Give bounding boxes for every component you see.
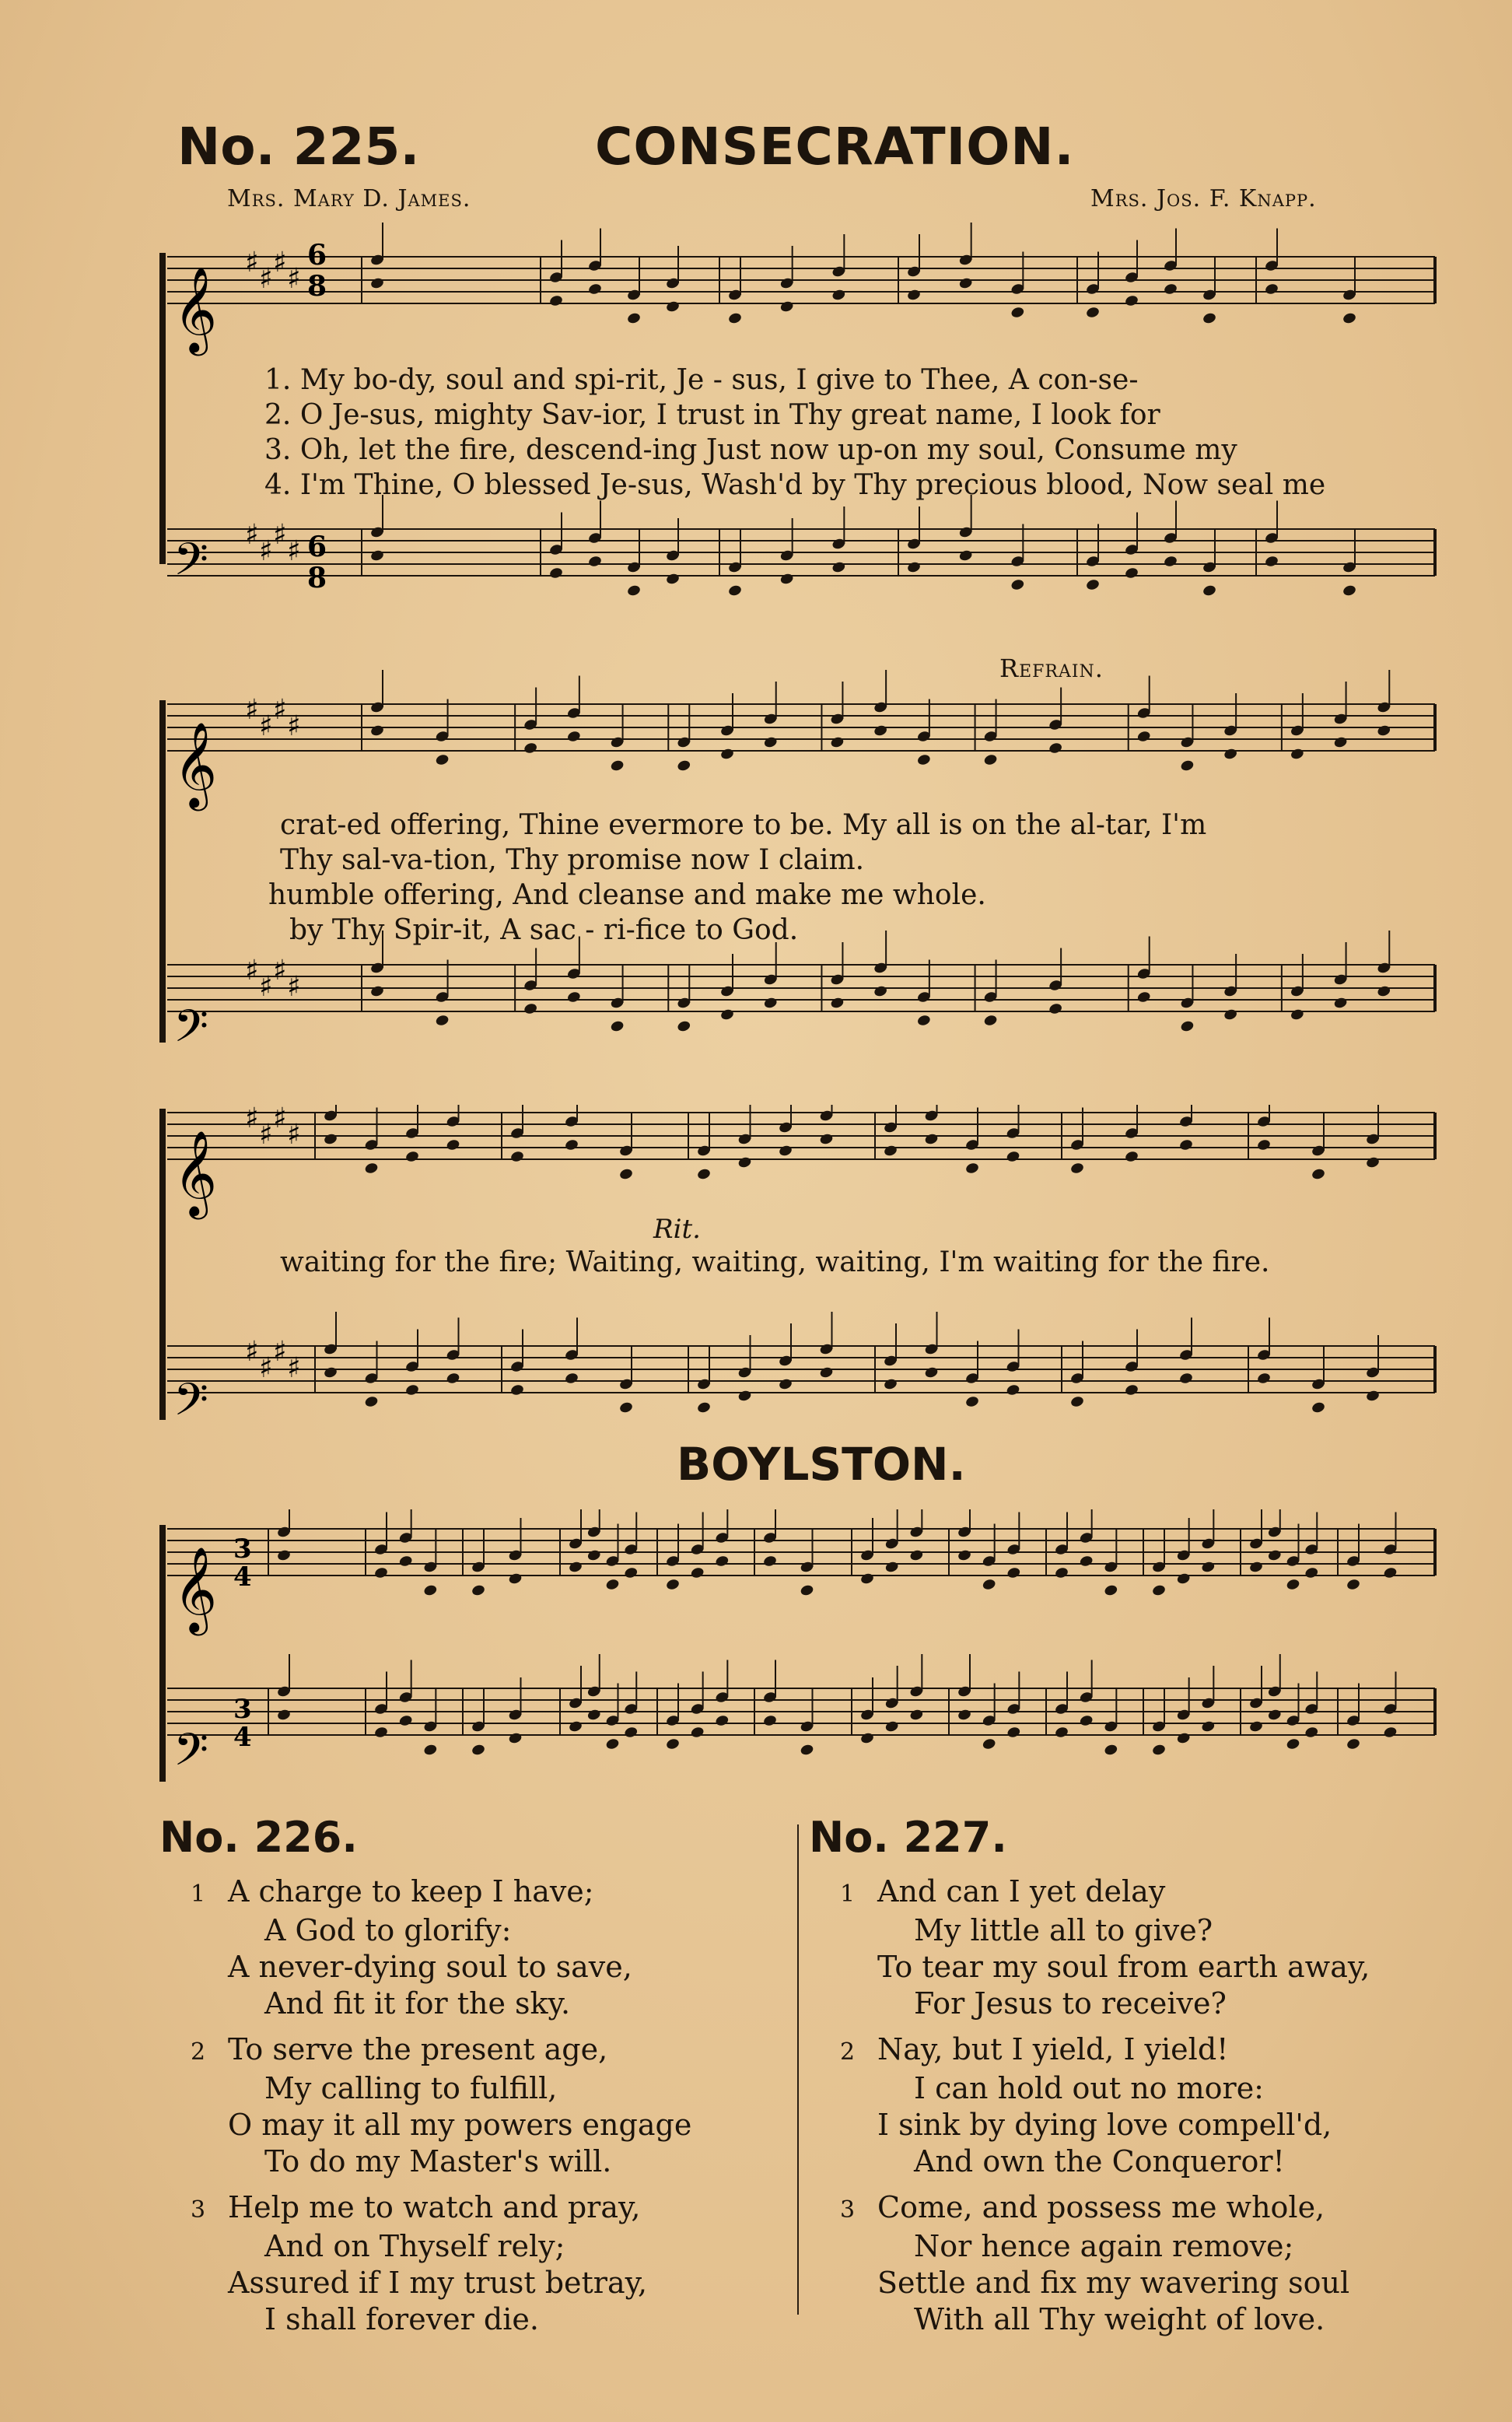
note-head xyxy=(1178,1138,1193,1151)
treble-staff xyxy=(167,1509,1435,1597)
note-head xyxy=(1202,312,1216,325)
note-head xyxy=(1124,1150,1139,1163)
note-head xyxy=(523,1002,538,1015)
note-head xyxy=(548,294,563,307)
note-head xyxy=(626,584,641,598)
note-head xyxy=(618,1168,633,1181)
stanza-line: O may it all my powers engage xyxy=(228,2108,692,2142)
note-head xyxy=(1085,578,1100,591)
note-head xyxy=(883,1378,898,1391)
note-head xyxy=(1383,1726,1398,1739)
note-head xyxy=(471,1744,485,1757)
note-head xyxy=(690,1566,705,1579)
stanza-number: 3 xyxy=(840,2196,856,2224)
note-head xyxy=(1383,1566,1398,1579)
note-head xyxy=(404,1150,419,1163)
note-head xyxy=(1006,1150,1020,1163)
note-head xyxy=(831,561,846,574)
note-head xyxy=(548,566,563,580)
stanza-line: Come, and possess me whole, xyxy=(877,2190,1325,2224)
hymn-225-number: No. 225. xyxy=(177,117,420,177)
note-head xyxy=(1079,1714,1094,1727)
note-head xyxy=(884,1720,899,1733)
note-head xyxy=(779,573,794,586)
verse-text: O Je-sus, mighty Sav-ior, I trust in Thy great name, I look for xyxy=(299,399,1160,431)
sharp-icon: ♯ xyxy=(287,710,301,742)
treble-clef-icon: 𝄞 xyxy=(173,1130,218,1216)
stanza-line: A charge to keep I have; xyxy=(228,1874,594,1909)
note-head xyxy=(1085,306,1100,319)
sharp-icon: ♯ xyxy=(273,1105,287,1134)
note-head xyxy=(605,1578,620,1591)
note-head xyxy=(369,277,384,290)
note-head xyxy=(587,282,602,296)
note-head xyxy=(982,1578,996,1591)
note-head xyxy=(964,1395,979,1408)
note-head xyxy=(1286,1578,1300,1591)
stanza-line: Nor hence again remove; xyxy=(914,2229,1294,2263)
note-head xyxy=(831,289,846,302)
sharp-icon: ♯ xyxy=(287,971,301,1003)
note-head xyxy=(964,1162,979,1175)
note-head xyxy=(1124,294,1139,307)
note-head xyxy=(763,736,778,749)
note-head xyxy=(1069,1162,1084,1175)
note-head xyxy=(762,1554,777,1568)
bass-staff xyxy=(167,1654,1435,1756)
sharp-icon: ♯ xyxy=(259,535,273,567)
note-head xyxy=(1202,584,1216,598)
note-head xyxy=(610,759,625,773)
note-head xyxy=(778,1378,793,1391)
stanza-line: Help me to watch and pray, xyxy=(228,2190,641,2224)
note-head xyxy=(373,1566,388,1579)
bass-clef-icon: 𝄢 xyxy=(173,1723,209,1787)
note-head xyxy=(1201,1720,1216,1733)
ritardando-mark: Rit. xyxy=(653,1214,701,1245)
note-head xyxy=(618,1401,633,1414)
treble-clef-icon: 𝄞 xyxy=(173,1547,218,1632)
note-head xyxy=(677,759,691,773)
author-credit: Mrs. Mary D. James. xyxy=(227,185,471,212)
note-head xyxy=(906,289,921,302)
note-head xyxy=(800,1584,814,1597)
stanza-line: Settle and fix my wavering soul xyxy=(877,2266,1350,2300)
stanza-line: And fit it for the sky. xyxy=(264,1986,571,2021)
note-head xyxy=(958,549,973,563)
note-head xyxy=(1006,1383,1020,1397)
note-head xyxy=(509,1383,524,1397)
verse-line-2 xyxy=(264,399,1160,431)
note-head xyxy=(523,741,538,755)
note-head xyxy=(762,1714,777,1727)
time-signature-bottom: 8 xyxy=(307,270,327,303)
note-head xyxy=(1267,1709,1282,1722)
note-head xyxy=(1304,1566,1319,1579)
note-head xyxy=(1010,306,1025,319)
note-head xyxy=(423,1744,438,1757)
note-head xyxy=(1333,997,1348,1010)
stanza-line: I shall forever die. xyxy=(264,2302,539,2336)
note-head xyxy=(605,1737,620,1751)
note-head xyxy=(1304,1726,1319,1739)
note-head xyxy=(624,1566,639,1579)
note-head xyxy=(1163,555,1178,568)
note-head xyxy=(1104,1744,1118,1757)
note-head xyxy=(1180,1020,1195,1033)
bass-staff xyxy=(167,1312,1435,1414)
note-head xyxy=(276,1709,291,1722)
note-head xyxy=(1346,1737,1360,1751)
stanza-line: A God to glorify: xyxy=(264,1913,512,1947)
note-head xyxy=(373,1726,388,1739)
note-head xyxy=(665,1578,680,1591)
lyric-line-system-3: waiting for the fire; Waiting, waiting, waiting, I'm waiting for the fire. xyxy=(280,1246,1270,1278)
note-head xyxy=(1136,990,1151,1004)
note-head xyxy=(276,1549,291,1562)
note-head xyxy=(982,1737,996,1751)
note-head xyxy=(509,1150,524,1163)
stanza-1 xyxy=(191,1873,691,2022)
note-head xyxy=(610,1020,625,1033)
treble-staff xyxy=(167,1105,1435,1180)
note-head xyxy=(398,1554,413,1568)
note-head xyxy=(727,312,742,325)
brace-bar xyxy=(159,1109,166,1420)
note-head xyxy=(1006,1566,1021,1579)
note-head xyxy=(1006,1726,1021,1739)
hymn-227-text xyxy=(840,1873,1370,2347)
note-head xyxy=(1248,1561,1263,1574)
note-head xyxy=(1176,1732,1191,1745)
verse-line-1 xyxy=(264,364,1139,396)
stanza-number: 1 xyxy=(840,1880,856,1908)
note-head xyxy=(1256,1138,1271,1151)
stanza-line: A never-dying soul to save, xyxy=(228,1950,632,1984)
note-head xyxy=(1377,985,1391,998)
hymn-227-number: No. 227. xyxy=(809,1813,1007,1862)
note-head xyxy=(446,1138,460,1151)
note-head xyxy=(508,1732,523,1745)
sharp-icon: ♯ xyxy=(259,263,273,295)
sharp-icon: ♯ xyxy=(259,710,273,742)
music-system-boylston xyxy=(159,1509,1443,1797)
note-head xyxy=(778,1144,793,1158)
note-head xyxy=(737,1156,752,1169)
note-head xyxy=(1311,1401,1325,1414)
stanza-3 xyxy=(191,2189,691,2338)
note-head xyxy=(859,1732,874,1745)
note-head xyxy=(696,1401,711,1414)
note-head xyxy=(1223,748,1238,761)
note-head xyxy=(369,549,384,563)
note-head xyxy=(423,1584,438,1597)
note-head xyxy=(1377,724,1391,738)
note-head xyxy=(364,1395,379,1408)
brace-bar xyxy=(159,700,166,1043)
note-head xyxy=(1365,1156,1380,1169)
note-head xyxy=(1163,282,1178,296)
note-head xyxy=(471,1584,485,1597)
note-head xyxy=(1346,1578,1360,1591)
sharp-icon: ♯ xyxy=(245,247,259,279)
verse-number: 4. xyxy=(264,469,292,501)
note-head xyxy=(446,1372,460,1385)
stanza-line: For Jesus to receive? xyxy=(914,1986,1227,2021)
stanza-number: 1 xyxy=(191,1880,206,1908)
note-head xyxy=(909,1549,924,1562)
lyric-line-2: Thy sal-va-tion, Thy promise now I claim. xyxy=(280,844,865,876)
stanza-line: My little all to give? xyxy=(914,1913,1213,1947)
note-head xyxy=(715,1554,730,1568)
note-head xyxy=(1176,1572,1191,1586)
note-head xyxy=(587,555,602,568)
refrain-label: Refrain. xyxy=(999,654,1104,683)
bass-clef-icon: 𝄢 xyxy=(173,533,209,597)
time-signature-bottom: 4 xyxy=(233,1562,252,1593)
sharp-icon: ♯ xyxy=(273,1336,287,1368)
note-head xyxy=(626,312,641,325)
note-head xyxy=(800,1744,814,1757)
sharp-icon: ♯ xyxy=(259,1119,273,1151)
note-head xyxy=(1069,1395,1084,1408)
note-head xyxy=(1054,1566,1069,1579)
lyric-line-3: humble offering, And cleanse and make me whole. xyxy=(268,879,986,911)
verse-text: Oh, let the fire, descend-ing Just now up-on my soul, Consume my xyxy=(299,434,1237,466)
stanza-line: To serve the present age, xyxy=(228,2032,608,2066)
note-head xyxy=(819,1366,834,1379)
verse-text: I'm Thine, O blessed Je-sus, Wash'd by Thy precious blood, Now seal me xyxy=(299,469,1326,501)
note-head xyxy=(873,724,888,738)
note-head xyxy=(737,1390,752,1403)
verse-number: 1. xyxy=(264,364,292,396)
note-head xyxy=(1010,578,1025,591)
sharp-icon: ♯ xyxy=(245,1105,259,1134)
note-head xyxy=(1290,748,1304,761)
note-head xyxy=(398,1714,413,1727)
sharp-icon: ♯ xyxy=(245,955,259,987)
lyric-line-1: crat-ed offering, Thine evermore to be. My all is on the al-tar, I'm xyxy=(280,809,1207,841)
column-divider xyxy=(797,1824,799,2315)
note-head xyxy=(1079,1554,1094,1568)
note-head xyxy=(873,985,888,998)
note-head xyxy=(564,1372,579,1385)
note-head xyxy=(586,1549,601,1562)
note-head xyxy=(1342,312,1356,325)
note-head xyxy=(715,1714,730,1727)
note-head xyxy=(719,748,734,761)
hymn-225-title: CONSECRATION. xyxy=(595,117,1075,177)
note-head xyxy=(1048,1002,1063,1015)
note-head xyxy=(1264,555,1279,568)
stanza-line: And own the Conqueror! xyxy=(914,2144,1285,2178)
note-head xyxy=(690,1726,705,1739)
sharp-icon: ♯ xyxy=(245,1336,259,1368)
note-head xyxy=(1264,282,1279,296)
note-head xyxy=(958,277,973,290)
note-head xyxy=(830,997,845,1010)
note-head xyxy=(1048,741,1063,755)
verse-line-3 xyxy=(264,434,1237,466)
verse-number: 2. xyxy=(264,399,292,431)
note-head xyxy=(1151,1584,1166,1597)
stanza-line: To tear my soul from earth away, xyxy=(877,1950,1370,1984)
note-head xyxy=(568,1720,583,1733)
note-head xyxy=(727,584,742,598)
note-head xyxy=(779,300,794,314)
note-head xyxy=(909,1709,924,1722)
note-head xyxy=(1267,1549,1282,1562)
hymn-226-number: No. 226. xyxy=(159,1813,358,1862)
note-head xyxy=(830,736,845,749)
note-head xyxy=(1290,1008,1304,1022)
note-head xyxy=(1180,759,1195,773)
note-head xyxy=(1104,1584,1118,1597)
stanza-number: 2 xyxy=(191,2038,206,2066)
treble-staff xyxy=(167,223,1435,324)
note-head xyxy=(924,1133,939,1146)
note-head xyxy=(566,990,581,1004)
note-head xyxy=(1151,1744,1166,1757)
note-head xyxy=(665,1737,680,1751)
note-head xyxy=(916,1014,931,1027)
stanza-1 xyxy=(840,1873,1370,2022)
note-head xyxy=(983,753,998,766)
note-head xyxy=(1311,1168,1325,1181)
bass-clef-icon: 𝄢 xyxy=(173,1373,209,1432)
time-signature-top: 6 xyxy=(307,239,327,272)
sharp-icon: ♯ xyxy=(245,694,259,726)
sharp-icon: ♯ xyxy=(259,1352,273,1384)
note-head xyxy=(1178,1372,1193,1385)
note-head xyxy=(1054,1726,1069,1739)
note-head xyxy=(369,985,384,998)
note-head xyxy=(364,1162,379,1175)
stanza-line: With all Thy weight of love. xyxy=(914,2302,1325,2336)
bass-staff xyxy=(167,495,1435,597)
note-head xyxy=(1365,1390,1380,1403)
sharp-icon: ♯ xyxy=(287,263,301,295)
treble-clef-icon: 𝄞 xyxy=(173,267,218,352)
note-head xyxy=(906,561,921,574)
note-head xyxy=(924,1366,939,1379)
stanza-2 xyxy=(191,2031,691,2180)
tune-title: BOYLSTON. xyxy=(677,1438,966,1491)
note-head xyxy=(1333,736,1348,749)
treble-staff xyxy=(167,670,1435,772)
stanza-line: And can I yet delay xyxy=(877,1874,1166,1909)
note-head xyxy=(1201,1561,1216,1574)
bass-time-signature-bottom: 8 xyxy=(307,562,327,594)
brace-bar xyxy=(159,1525,166,1782)
sharp-icon: ♯ xyxy=(273,955,287,987)
note-head xyxy=(1124,1383,1139,1397)
stanza-2 xyxy=(840,2031,1370,2180)
lyric-line-4: by Thy Spir-it, A sac - ri-fice to God. xyxy=(289,914,799,946)
note-head xyxy=(564,1138,579,1151)
composer-credit: Mrs. Jos. F. Knapp. xyxy=(1090,185,1317,212)
note-head xyxy=(435,753,450,766)
note-head xyxy=(677,1020,691,1033)
note-head xyxy=(508,1572,523,1586)
note-head xyxy=(1248,1720,1263,1733)
note-head xyxy=(566,730,581,743)
note-head xyxy=(665,300,680,314)
note-head xyxy=(957,1549,971,1562)
note-head xyxy=(819,1133,834,1146)
stanza-line: Nay, but I yield, I yield! xyxy=(877,2032,1229,2066)
note-head xyxy=(1124,566,1139,580)
stanza-line: To do my Master's will. xyxy=(264,2144,612,2178)
stanza-line: Assured if I my trust betray, xyxy=(228,2266,648,2300)
note-head xyxy=(859,1572,874,1586)
note-head xyxy=(1136,730,1151,743)
brace-bar xyxy=(159,253,166,564)
bass-time-signature-top: 6 xyxy=(307,531,327,563)
note-head xyxy=(1223,1008,1238,1022)
note-head xyxy=(624,1726,639,1739)
sharp-icon: ♯ xyxy=(287,1119,301,1151)
note-head xyxy=(957,1709,971,1722)
note-head xyxy=(883,1144,898,1158)
stanza-line: My calling to fulfill, xyxy=(264,2071,558,2105)
note-head xyxy=(884,1561,899,1574)
note-head xyxy=(696,1168,711,1181)
note-head xyxy=(404,1383,419,1397)
note-head xyxy=(983,1014,998,1027)
stanza-line: I sink by dying love compell'd, xyxy=(877,2108,1332,2142)
hymn-226-text xyxy=(191,1873,691,2347)
note-head xyxy=(719,1008,734,1022)
note-head xyxy=(665,573,680,586)
stanza-line: I can hold out no more: xyxy=(914,2071,1264,2105)
bass-time-signature-top: 3 xyxy=(233,1694,252,1725)
note-head xyxy=(1342,584,1356,598)
note-head xyxy=(435,1014,450,1027)
bass-clef-icon: 𝄢 xyxy=(173,1000,209,1050)
stanza-number: 3 xyxy=(191,2196,206,2224)
sharp-icon: ♯ xyxy=(287,535,301,567)
sharp-icon: ♯ xyxy=(259,971,273,1003)
time-signature-top: 3 xyxy=(233,1533,252,1565)
treble-clef-icon: 𝄞 xyxy=(173,722,218,808)
sharp-icon: ♯ xyxy=(273,694,287,726)
verse-line-4 xyxy=(264,469,1325,501)
verse-number: 3. xyxy=(264,434,292,466)
sharp-icon: ♯ xyxy=(273,519,287,551)
note-head xyxy=(763,997,778,1010)
stanza-3 xyxy=(840,2189,1370,2338)
note-head xyxy=(1256,1372,1271,1385)
verse-text: My bo-dy, soul and spi-rit, Je - sus, I give to Thee, A con-se- xyxy=(299,364,1139,396)
sharp-icon: ♯ xyxy=(273,247,287,279)
note-head xyxy=(916,753,931,766)
note-head xyxy=(1286,1737,1300,1751)
note-head xyxy=(369,724,384,738)
stanza-number: 2 xyxy=(840,2038,856,2066)
note-head xyxy=(568,1561,583,1574)
bass-time-signature-bottom: 4 xyxy=(233,1722,252,1753)
note-head xyxy=(586,1709,601,1722)
note-head xyxy=(323,1133,338,1146)
sharp-icon: ♯ xyxy=(245,519,259,551)
stanza-line: And on Thyself rely; xyxy=(264,2229,565,2263)
sharp-icon: ♯ xyxy=(287,1352,301,1384)
note-head xyxy=(323,1366,338,1379)
